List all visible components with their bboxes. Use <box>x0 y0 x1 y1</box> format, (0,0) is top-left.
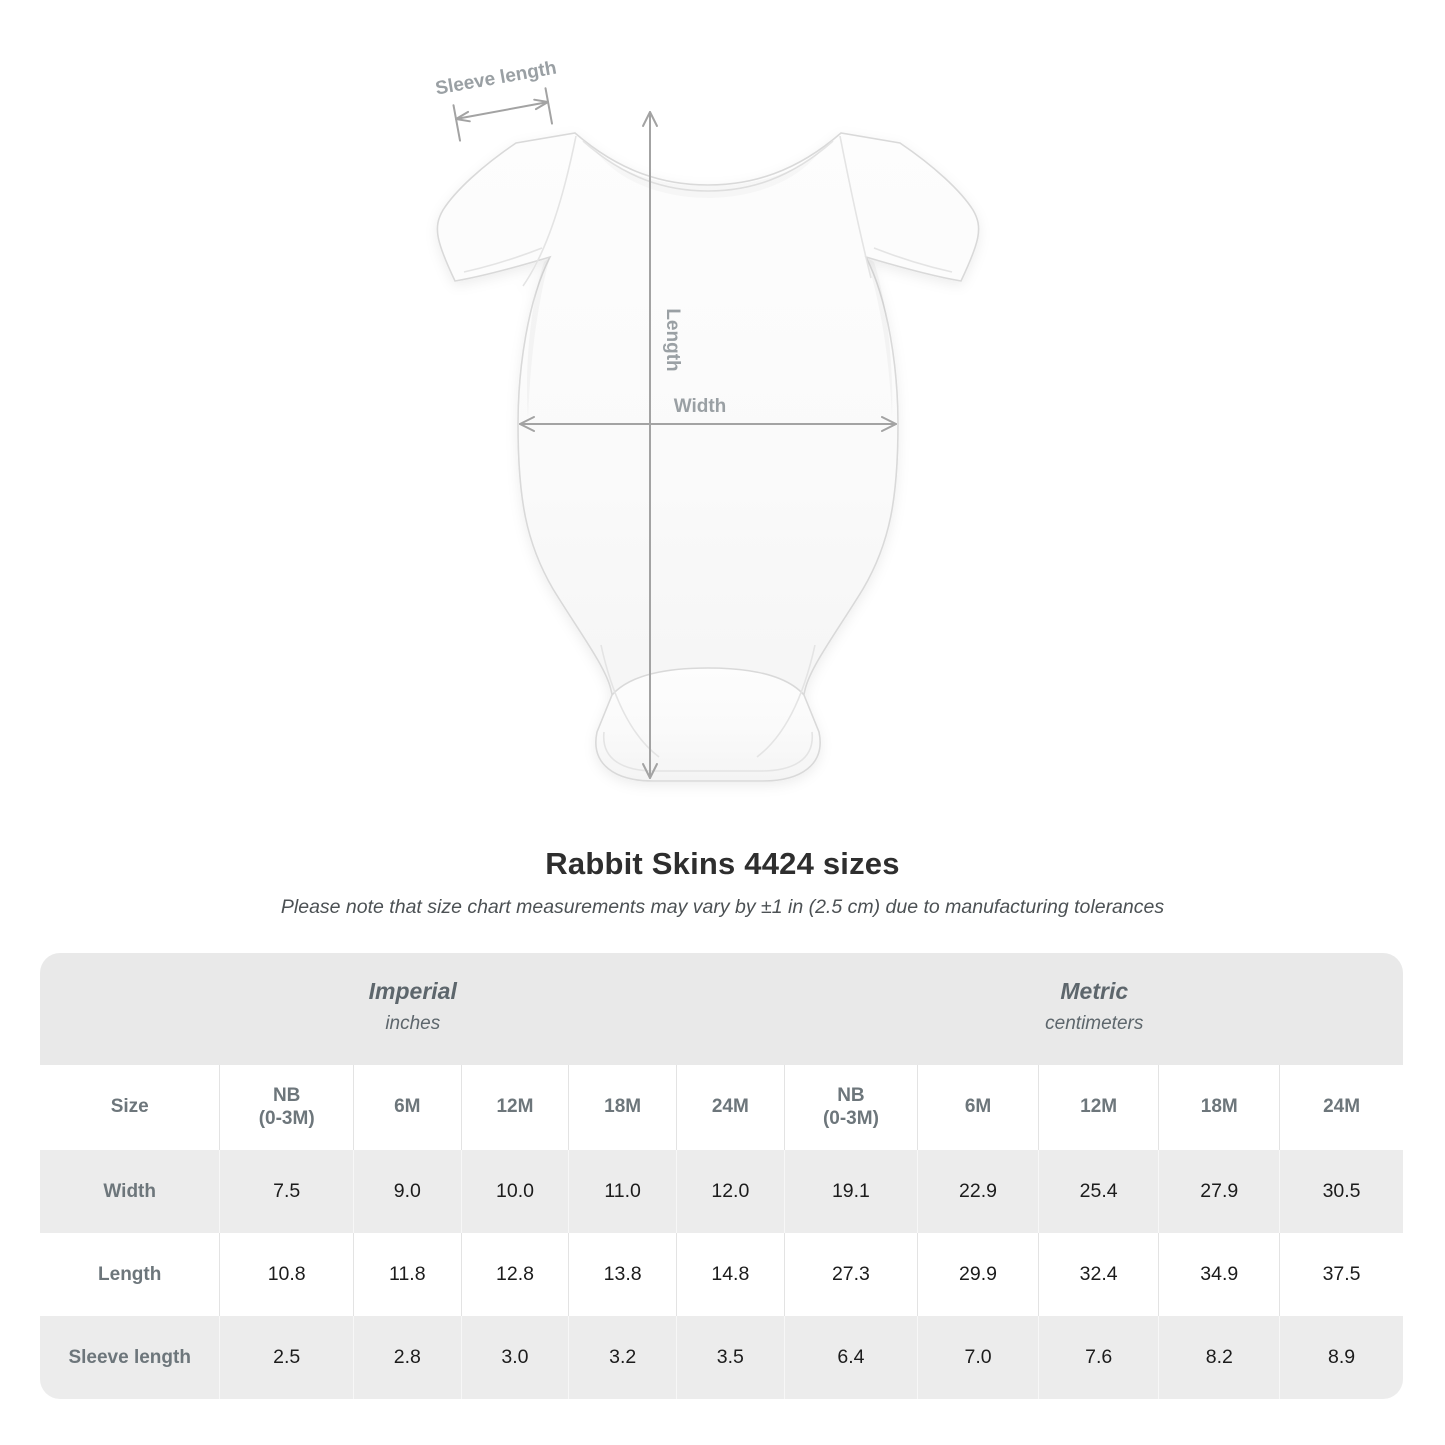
col-header-size: Size <box>40 1065 220 1150</box>
length-12m-cm: 32.4 <box>1038 1233 1159 1316</box>
width-12m-in: 10.0 <box>461 1150 569 1233</box>
col-header-24m-metric: 24M <box>1280 1065 1403 1150</box>
nb-line2: (0-3M) <box>258 1107 315 1129</box>
infant-bodysuit-illustration <box>437 133 978 781</box>
length-nb-cm: 27.3 <box>784 1233 918 1316</box>
imperial-section-header <box>40 953 786 1065</box>
sleeve-18m-in: 3.2 <box>569 1316 677 1399</box>
col-header-18m-metric: 18M <box>1159 1065 1280 1150</box>
width-nb-in: 7.5 <box>220 1150 354 1233</box>
col-header-18m-imperial: 18M <box>569 1065 677 1150</box>
length-6m-in: 11.8 <box>353 1233 461 1316</box>
length-18m-cm: 34.9 <box>1159 1233 1280 1316</box>
sleeve-6m-in: 2.8 <box>353 1316 461 1399</box>
unit-band <box>40 953 1403 1065</box>
col-header-nb-imperial <box>220 1065 354 1150</box>
metric-unit-label: centimeters <box>1045 1012 1144 1034</box>
length-6m-cm: 29.9 <box>918 1233 1039 1316</box>
sleeve-24m-cm: 8.9 <box>1280 1316 1403 1399</box>
width-row <box>40 1150 1403 1233</box>
sleeve-24m-in: 3.5 <box>676 1316 784 1399</box>
size-table-header-row <box>40 1065 1403 1150</box>
length-24m-in: 14.8 <box>676 1233 784 1316</box>
length-18m-in: 13.8 <box>569 1233 677 1316</box>
length-12m-in: 12.8 <box>461 1233 569 1316</box>
width-6m-in: 9.0 <box>353 1150 461 1233</box>
sleeve-nb-in: 2.5 <box>220 1316 354 1399</box>
size-chart-card <box>40 953 1403 1399</box>
width-18m-cm: 27.9 <box>1159 1150 1280 1233</box>
sleeve-12m-cm: 7.6 <box>1038 1316 1159 1399</box>
col-header-12m-metric: 12M <box>1038 1065 1159 1150</box>
width-24m-in: 12.0 <box>676 1150 784 1233</box>
imperial-unit-label: inches <box>385 1012 441 1034</box>
length-label: Length <box>662 308 683 372</box>
width-nb-cm: 19.1 <box>784 1150 918 1233</box>
col-header-24m-imperial: 24M <box>676 1065 784 1150</box>
nb-line2: (0-3M) <box>822 1107 879 1129</box>
nb-line1: NB <box>837 1084 865 1106</box>
page-title: Rabbit Skins 4424 sizes <box>545 846 900 881</box>
imperial-label: Imperial <box>368 978 457 1004</box>
sleeve-row-label: Sleeve length <box>40 1316 220 1399</box>
width-row-label: Width <box>40 1150 220 1233</box>
length-nb-in: 10.8 <box>220 1233 354 1316</box>
col-header-6m-imperial: 6M <box>353 1065 461 1150</box>
length-row-label: Length <box>40 1233 220 1316</box>
nb-line1: NB <box>272 1084 301 1106</box>
col-header-12m-imperial: 12M <box>461 1065 569 1150</box>
width-label: Width <box>673 396 727 417</box>
length-row <box>40 1233 1403 1316</box>
width-12m-cm: 25.4 <box>1038 1150 1159 1233</box>
col-header-6m-metric: 6M <box>918 1065 1039 1150</box>
metric-label: Metric <box>1060 978 1129 1004</box>
length-24m-cm: 37.5 <box>1280 1233 1403 1316</box>
metric-section-header <box>786 953 1403 1065</box>
sleeve-length-row <box>40 1316 1403 1399</box>
width-6m-cm: 22.9 <box>918 1150 1039 1233</box>
sleeve-18m-cm: 8.2 <box>1159 1316 1280 1399</box>
size-table <box>40 1065 1403 1399</box>
sleeve-nb-cm: 6.4 <box>784 1316 918 1399</box>
width-18m-in: 11.0 <box>569 1150 677 1233</box>
col-header-nb-metric <box>784 1065 918 1150</box>
sleeve-length-label: Sleeve length <box>433 57 559 100</box>
sleeve-length-dimension-line <box>454 88 553 140</box>
width-24m-cm: 30.5 <box>1280 1150 1403 1233</box>
sleeve-6m-cm: 7.0 <box>918 1316 1039 1399</box>
sleeve-12m-in: 3.0 <box>461 1316 569 1399</box>
page-subtitle: Please note that size chart measurements may vary by ±1 in (2.5 cm) due to manufacturing tolerances <box>280 896 1165 918</box>
